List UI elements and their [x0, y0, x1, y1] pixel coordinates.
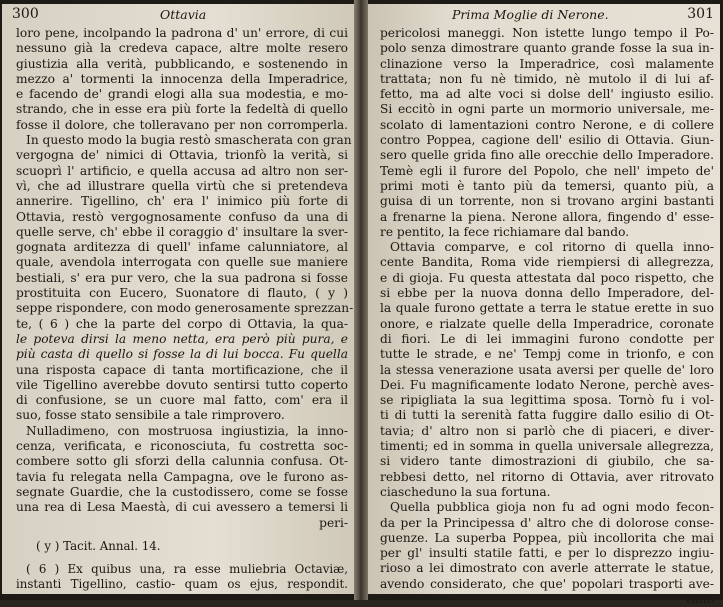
- text-line: scuoprì l' artificio, e quella accusa ad altro non ser-: [16, 163, 348, 178]
- text-line: avendo considerato, che que' popolari trasporti ave-: [380, 576, 714, 591]
- text-line: quelle serve, ch' ebbe il coraggio d' insultare la sver-: [16, 224, 348, 239]
- text-line: gognata arditezza di quell' infame calunniatore, al: [16, 240, 348, 255]
- text-line: Ottavia comparve, e col ritorno di quella inno-: [390, 240, 714, 255]
- text-line: pericolosi maneggi. Non istette lungo tempo il Po-: [380, 26, 714, 40]
- text-line: se ripigliata la sua legittima sposa. Tornò fu i vol-: [380, 393, 714, 408]
- left-page-text: [16, 26, 354, 593]
- text-line: da per la Principessa d' altro che di dolorose conse-: [380, 515, 714, 530]
- text-line: Quella pubblica gioja non fu ad ogni modo fecon-: [390, 500, 714, 515]
- text-line: combere sotto gli sforzi della calunnia confusa. Ot-: [16, 454, 348, 469]
- text-line: giustizia alla verità, pubblicando, e sostenendo in: [16, 56, 348, 71]
- text-line: In questo modo la bugia restò smascherata con gran: [26, 133, 352, 148]
- text-line: onore, e rialzate quelle della Imperadrice, coronate: [380, 316, 714, 331]
- text-line: rioso a lei dimostrato con averle atterrate le statue,: [380, 561, 714, 576]
- text-line: Nulladimeno, con mostruosa ingiustizia, la inno-: [26, 423, 348, 438]
- right-page-text: [380, 26, 714, 607]
- left-page-header: [2, 4, 358, 24]
- text-line: timenti; ed in somma in quella universale allegrezza,: [380, 439, 714, 454]
- text-line: una risposta capace di tanta mortificazione, che il: [16, 362, 348, 377]
- text-line: le poteva dirsi la meno netta, era però più pura, e: [16, 331, 348, 346]
- text-line: bestiali, s' era pur vero, che la sua padrona si fosse: [16, 270, 348, 285]
- text-line: ciascheduno la sua fortuna.: [380, 484, 551, 499]
- text-line: re pentito, la fece richiamare dal bando.: [380, 224, 630, 239]
- text-line: suo, fosse stato sensibile a tale rimprovero.: [16, 408, 285, 423]
- book-gutter: [354, 0, 368, 600]
- text-line: annerire. Tigellino, ch' era l' inimico più forte di: [16, 194, 348, 209]
- text-line: e di gioja. Fu questa attestata dal poco rispetto, che: [380, 270, 714, 285]
- text-line: peri-: [319, 515, 348, 530]
- text-line: prostituita con Eucero, Suonatore di flauto, ( y ): [16, 286, 348, 301]
- text-line: Si eccitò in ogni parte un mormorio universale, me-: [380, 102, 714, 117]
- text-line: guenze. La superba Poppea, più incollorita che mai: [380, 530, 714, 545]
- text-line: quale, avendola interrogata con quelle sue maniere: [16, 255, 348, 270]
- right-page: [364, 4, 720, 606]
- text-line: fetto, ma ad alte voci si dolse dell' ingiusto esilio.: [380, 87, 714, 102]
- text-line: trattata; non fu nè timido, nè mutolo il di lui af-: [380, 71, 714, 86]
- text-line: te, ( 6 ) che la parte del corpo di Ottavia, la qua-: [16, 316, 348, 331]
- text-line: seppe rispondere, con modo generosamente sprezzan-: [16, 301, 354, 316]
- text-line: per gl' insulti statile fatti, e per lo disprezzo ingiu-: [380, 546, 714, 561]
- text-line: tavia; d' altro non si parlò che di piaceri, e diver-: [380, 423, 714, 438]
- text-line: tutte le strade, e ne' Tempj come in trionfo, e con: [380, 347, 714, 362]
- left-running-title: Ottavia: [160, 7, 207, 22]
- text-line: si ebbe per la nuova donna dello Imperadore, del-: [380, 286, 714, 301]
- footnote-line: ( 6 ) Ex quibus una, ra esse muliebria Octaviæ,: [26, 562, 348, 577]
- text-line: cenza, verificata, e riconosciuta, fu costretta soc-: [16, 439, 348, 454]
- text-line: più casta di quello si fosse la di lui bocca. Fu quella: [16, 347, 348, 362]
- left-page-number: 300: [12, 6, 39, 22]
- text-line: vergogna de' nimici di Ottavia, trionfò la verità, si: [16, 148, 348, 163]
- text-line: di confusione, se un cuore mal fatto, com' era il: [16, 393, 348, 408]
- catchword: vano: [684, 591, 714, 606]
- text-line: sero quelle grida fino alle orecchie dello Imperadore.: [380, 148, 714, 163]
- text-line: nessuno già la credeva capace, altre molte resero: [16, 41, 348, 56]
- text-line: segnate Guardie, che la custodissero, come se fosse: [16, 484, 348, 499]
- text-line: la stessa venerazione usata aversi per quelle de' loro: [380, 362, 714, 377]
- text-line: mezzo a' tormenti la innocenza della Imperadrice,: [16, 71, 348, 86]
- text-line: guisa di un torrente, non si trovano argini bastanti: [380, 194, 714, 209]
- text-line: vile Tigellino averebbe dovuto sentirsi tutto coperto: [16, 377, 348, 392]
- footnote-line: ( y ) Tacit. Annal. 14.: [36, 538, 161, 553]
- right-page-header: [364, 4, 720, 24]
- text-line: di fiori. Le di lei immagini furono condotte per: [380, 331, 714, 346]
- text-line: ti di tutti la serenità fatta fuggire dallo esilio di Ot-: [380, 408, 714, 423]
- text-line: contro Poppea, cagione dell' esilio di Ottavia. Giun-: [380, 133, 714, 148]
- text-line: una rea di Lesa Maestà, di cui avessero a temersi li: [16, 500, 348, 515]
- text-line: rebbesi detto, nel ritorno di Ottavia, aver ritrovato: [380, 469, 714, 484]
- right-page-number: 301: [687, 6, 714, 22]
- text-line: la quale furono gettate a terra le statue erette in suo: [380, 301, 714, 316]
- text-line: primi moti è tanto più da temersi, quanto più, a: [380, 178, 714, 193]
- text-line: scolato di lamentazioni contro Nerone, e di collere: [380, 117, 714, 132]
- text-line: e facendo de' grandi elogi alla sua modestia, e mo-: [16, 87, 348, 102]
- text-line: clinazione verso la Imperadrice, così malamente: [380, 56, 714, 71]
- text-line: Dei. Fu magnificamente lodato Nerone, perchè aves-: [380, 377, 714, 392]
- footnote-line: instanti Tigellino, castio- quam os ejus, respondit.: [16, 577, 348, 592]
- text-line: cente Bandita, Roma vide riempiersi di allegrezza,: [380, 255, 714, 270]
- text-line: Ottavia, restò vergognosamente confuso da una di: [16, 209, 348, 224]
- text-line: strando, che in esse era più forte la fedeltà di quello: [16, 102, 348, 117]
- text-line: polo senza dimostrare quanto grande fosse la sua in-: [380, 41, 714, 56]
- text-line: vì, che ad illustrare quella virtù che si pretendeva: [16, 178, 348, 193]
- text-line: tavia fu relegata nella Campagna, ove le furono as-: [16, 469, 348, 484]
- left-page: [2, 4, 358, 594]
- text-line: si videro tante dimostrazioni di giubilo, che sa-: [380, 454, 714, 469]
- right-running-title: Prima Moglie di Nerone.: [452, 7, 609, 22]
- text-line: a frenarne la piena. Nerone allora, fingendo d' esse-: [380, 209, 714, 224]
- text-line: fosse il dolore, che tolleravano per non corromperla.: [16, 117, 348, 132]
- text-line: loro pene, incolpando la padrona d' un' errore, di cui: [16, 26, 348, 40]
- text-line: Temè egli il furore del Popolo, che nell' impeto de': [380, 163, 714, 178]
- footnote-gap: [16, 531, 348, 539]
